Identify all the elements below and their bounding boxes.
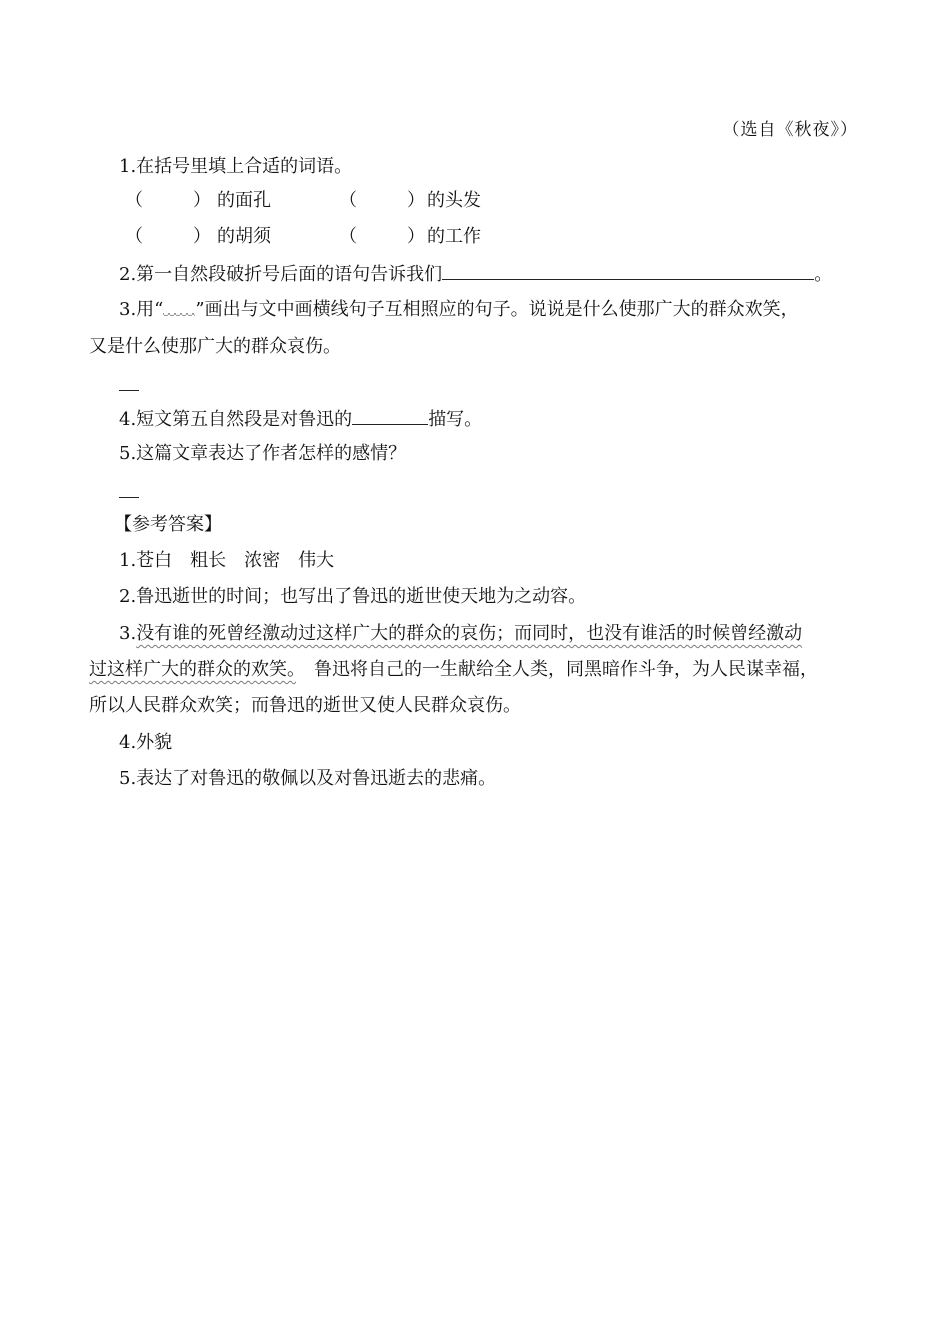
question-1-row-2	[125, 225, 625, 249]
question-3-prefix: 3.用“	[119, 299, 164, 320]
question-5-prompt: 5.这篇文章表达了作者怎样的感情？	[119, 443, 407, 464]
answer-3-wavy-text-1: 没有谁的死曾经激动过这样广大的群众的哀伤；而同时，也没有谁活的时候曾经激动	[136, 623, 803, 644]
question-2-prompt: 2.第一自然段破折号后面的语句告诉我们	[119, 264, 443, 285]
answer-blank[interactable]	[442, 261, 814, 280]
question-2-end: 。	[814, 264, 833, 285]
answers-heading: 【参考答案】	[114, 514, 222, 535]
source-citation: （选自《秋夜》）	[722, 120, 858, 140]
question-3-suffix: ”画出与文中画横线句子互相照应的句子。说说是什么使那广大的群众欢笑，	[195, 299, 799, 320]
blank-label: 的工作	[427, 226, 481, 247]
open-paren: （	[125, 190, 143, 211]
blank-label: 的胡须	[217, 226, 271, 247]
answer-1: 1.苍白 粗长 浓密 伟大	[119, 550, 335, 571]
open-paren: （	[339, 190, 357, 211]
close-paren: ）	[407, 190, 425, 211]
question-3-line-1	[119, 298, 799, 322]
question-4-prompt: 4.短文第五自然段是对鲁迅的	[119, 409, 353, 430]
question-1-prompt: 1.在括号里填上合适的词语。	[119, 156, 353, 177]
answer-5: 5.表达了对鲁迅的敬佩以及对鲁迅逝去的悲痛。	[119, 768, 497, 789]
answer-3-wavy-text-2: 过这样广大的群众的欢笑。	[89, 659, 296, 680]
answer-4: 4.外貌	[119, 732, 173, 753]
wavy-line-sample	[163, 303, 195, 315]
answer-3-line-1	[119, 622, 802, 646]
blank-label: 的头发	[427, 190, 481, 211]
answer-3-line-3: 所以人民群众欢笑；而鲁迅的逝世又使人民群众哀伤。	[89, 695, 521, 716]
question-4	[119, 406, 482, 432]
close-paren: ）	[407, 226, 425, 247]
question-3-line-2: 又是什么使那广大的群众哀伤。	[89, 336, 341, 357]
answer-blank[interactable]	[352, 406, 428, 425]
question-4-end: 描写。	[428, 409, 483, 430]
answer-3-number: 3.	[119, 623, 137, 644]
blank-label: 的面孔	[217, 190, 271, 211]
close-paren: ）	[193, 190, 211, 211]
answer-2: 2.鲁迅逝世的时间；也写出了鲁迅的逝世使天地为之动容。	[119, 586, 587, 607]
open-paren: （	[339, 226, 357, 247]
answer-3-explanation: 鲁迅将自己的一生献给全人类，同黑暗作斗争，为人民谋幸福，	[296, 659, 818, 680]
question-1-row-1	[125, 189, 625, 213]
question-2	[119, 261, 832, 287]
open-paren: （	[125, 226, 143, 247]
close-paren: ）	[193, 226, 211, 247]
answer-3-line-2	[89, 658, 818, 682]
answer-blank-short[interactable]	[119, 374, 139, 398]
answer-blank-short[interactable]	[119, 481, 139, 505]
